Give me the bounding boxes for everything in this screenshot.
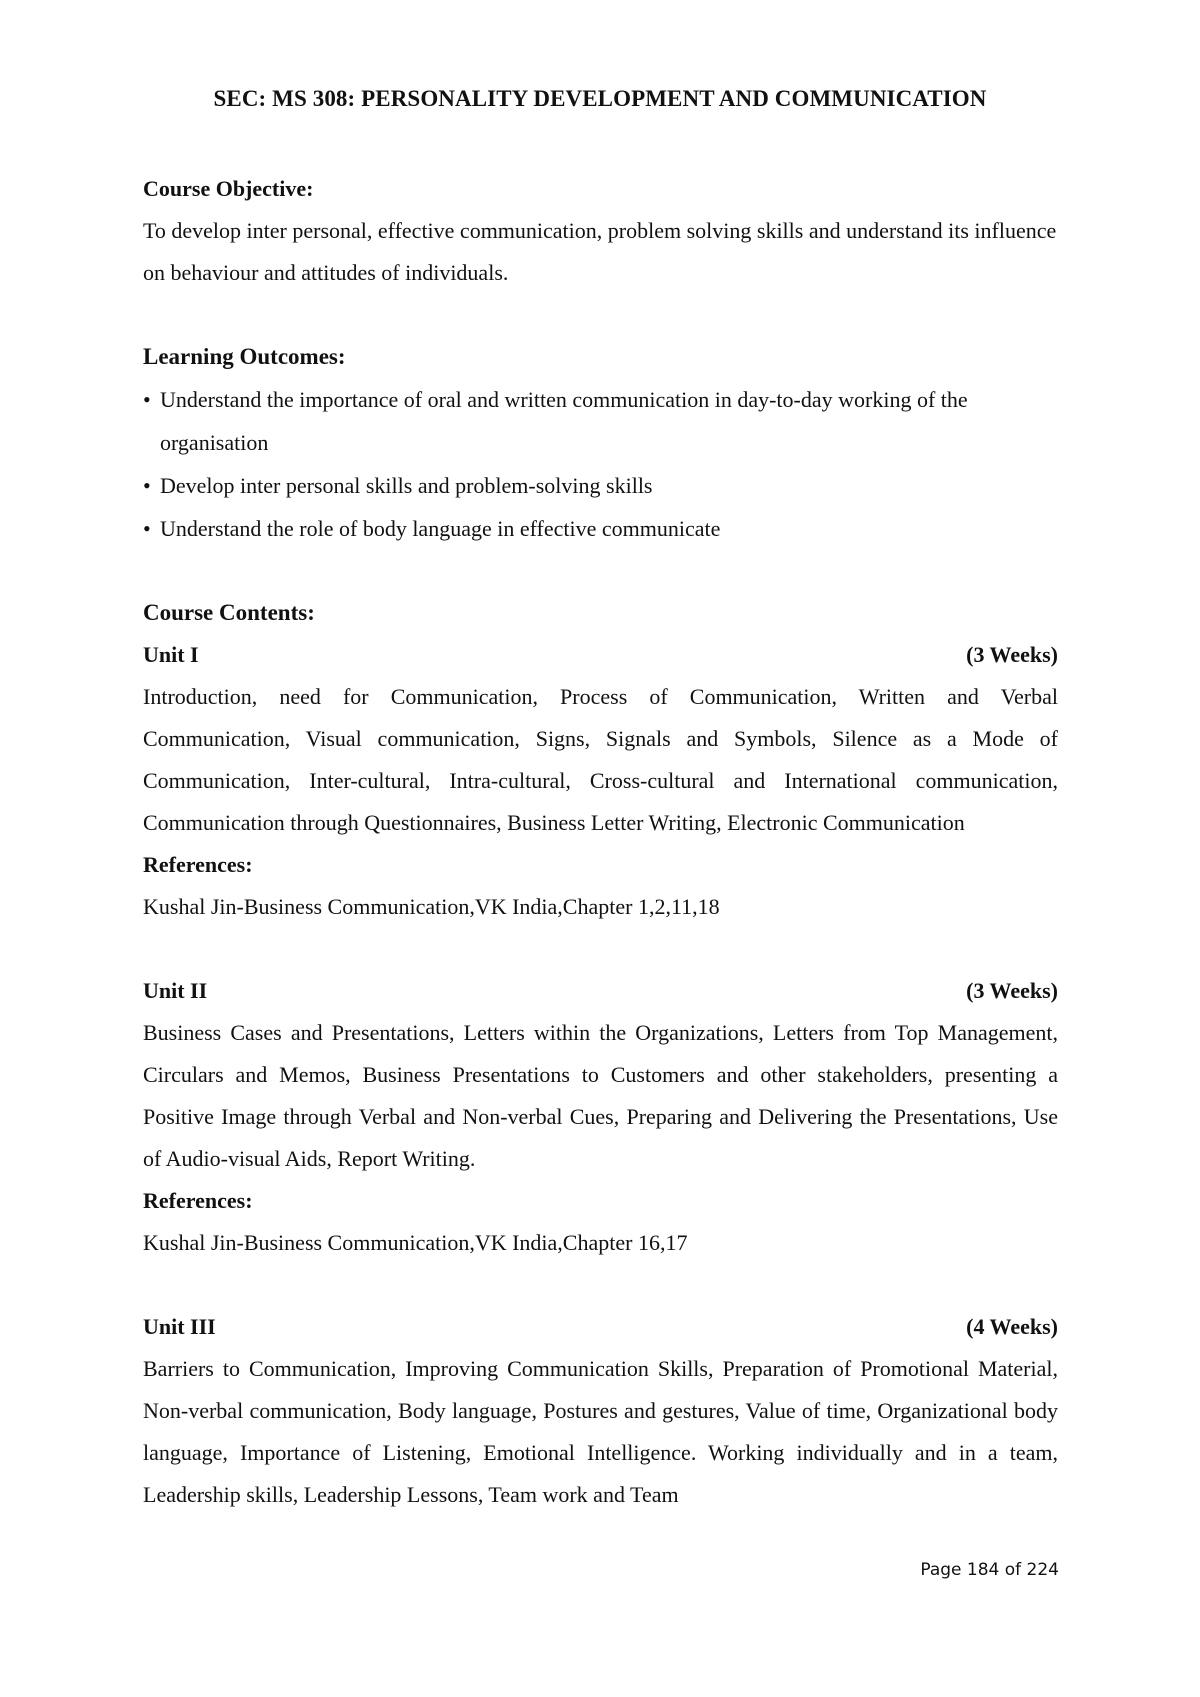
course-objective-text: To develop inter personal, effective communication, problem solving skills and understand its influence on behaviour and attitudes of individuals. [143, 218, 1057, 285]
learning-outcomes-list [143, 378, 1058, 550]
unit-1-text: Introduction, need for Communication, Process of Communication, Written and Verbal Communication, Visual communication, Signs, Signals and Symbols, Silence as a Mode of Communication, Inter-cultural, Intra-cultural, Cross-cultural and International communication, Communication through Questionnaires, Business Letter Writing, Electronic Communication [143, 684, 1058, 835]
unit-title: Unit II [143, 978, 208, 1003]
unit-3-header [143, 1306, 1058, 1348]
unit-3-text: Barriers to Communication, Improving Communication Skills, Preparation of Promotional Material, Non-verbal communication, Body language, Postures and gestures, Value of time, Organizational body language, Importance of Listening, Emotional Intelligence. Working individually and in a team, Leadership skills, Leadership Lessons, Team work and Team [143, 1356, 1058, 1507]
outcome-text: Understand the role of body language in effective communicate [160, 516, 721, 541]
unit-2-references: Kushal Jin-Business Communication,VK India,Chapter 16,17 [143, 1230, 688, 1255]
unit-1-header [143, 634, 1058, 676]
course-objective-heading: Course Objective: [143, 176, 314, 201]
outcome-text: Understand the importance of oral and written communication in day-to-day working of the organisation [160, 387, 968, 455]
unit-duration: (4 Weeks) [966, 1314, 1058, 1339]
list-item [143, 378, 1058, 464]
references-heading: References: [143, 852, 253, 877]
references-heading: References: [143, 1188, 253, 1213]
unit-1-references: Kushal Jin-Business Communication,VK India,Chapter 1,2,11,18 [143, 894, 720, 919]
bullet-icon: • [143, 473, 151, 498]
course-contents-heading: Course Contents: [143, 600, 315, 625]
bullet-icon: • [143, 387, 151, 412]
document-body [143, 168, 1058, 1516]
unit-duration: (3 Weeks) [966, 642, 1058, 667]
unit-duration: (3 Weeks) [966, 978, 1058, 1003]
outcome-text: Develop inter personal skills and problem-solving skills [160, 473, 653, 498]
page-number: Page 184 of 224 [920, 1560, 1059, 1580]
learning-outcomes-heading: Learning Outcomes: [143, 344, 346, 369]
unit-title: Unit I [143, 642, 199, 667]
unit-2-header [143, 970, 1058, 1012]
bullet-icon: • [143, 516, 151, 541]
unit-title: Unit III [143, 1314, 216, 1339]
page-title: SEC: MS 308: PERSONALITY DEVELOPMENT AND COMMUNICATION [213, 86, 987, 111]
unit-2-text: Business Cases and Presentations, Letters within the Organizations, Letters from Top Management, Circulars and Memos, Business Presentations to Customers and other stakeholders, presenting a Positive Image through Verbal and Non-verbal Cues, Preparing and Delivering the Presentations, Use of Audio-visual Aids, Report Writing. [143, 1020, 1058, 1171]
list-item [143, 464, 1058, 507]
list-item [143, 507, 1058, 550]
